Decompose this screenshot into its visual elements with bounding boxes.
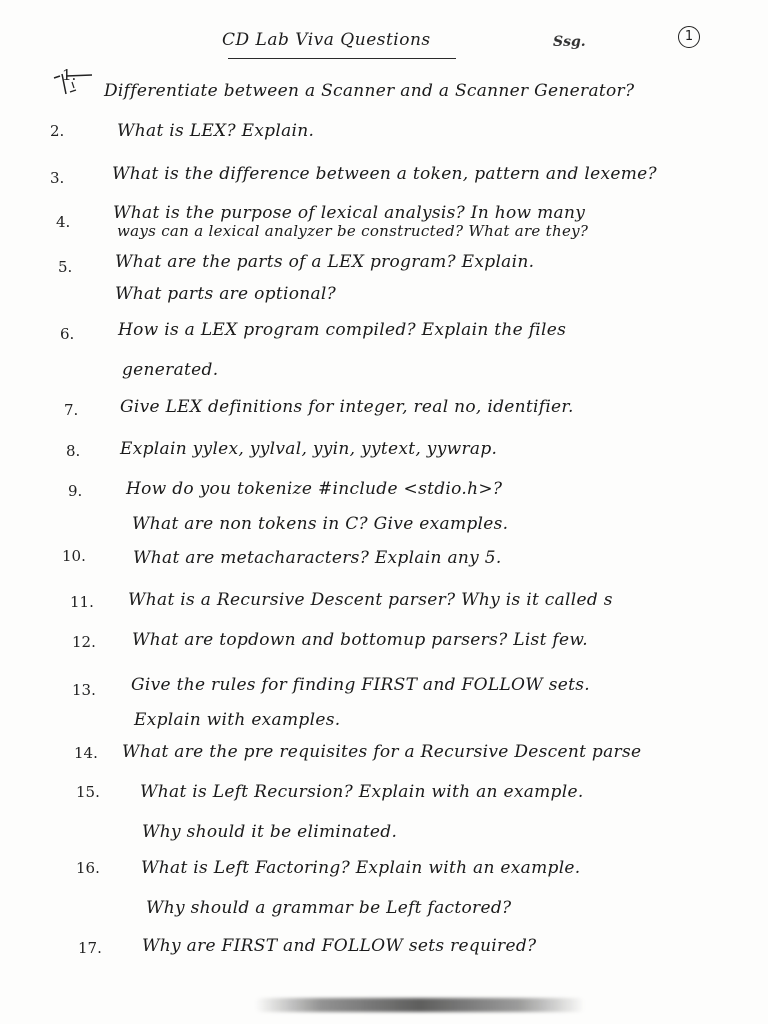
- question-number: 2.: [50, 122, 65, 140]
- page-header: [0, 26, 768, 66]
- question-text: Give LEX definitions for integer, real no, identifier.: [120, 397, 574, 417]
- question-text: What is the purpose of lexical analysis? In how many: [113, 203, 586, 223]
- question-text: What is Left Recursion? Explain with an example.: [140, 782, 584, 802]
- question-text: How is a LEX program compiled? Explain the files: [118, 320, 567, 340]
- question-text: What is LEX? Explain.: [117, 121, 315, 141]
- question-number: 7.: [64, 401, 79, 419]
- question-text: How do you tokenize #include <stdio.h>?: [126, 479, 503, 499]
- question-text: Differentiate between a Scanner and a Scanner Generator?: [104, 81, 635, 101]
- question-number: 6.: [60, 325, 75, 343]
- question-text: What are the pre requisites for a Recursive Descent parse: [122, 742, 642, 762]
- question-number: 11.: [70, 593, 94, 611]
- question-text: What is the difference between a token, pattern and lexeme?: [112, 164, 657, 184]
- question-number: 12.: [72, 633, 96, 651]
- title-underline: [228, 58, 456, 59]
- question-text: What are metacharacters? Explain any 5.: [133, 548, 502, 568]
- question-text: What is a Recursive Descent parser? Why is it called s: [128, 590, 613, 610]
- question-text: Why should a grammar be Left factored?: [146, 898, 512, 918]
- page-title: CD Lab Viva Questions: [222, 30, 431, 50]
- question-text: Explain yylex, yylval, yyin, yytext, yywrap.: [120, 439, 498, 459]
- question-text: Why are FIRST and FOLLOW sets required?: [142, 936, 537, 956]
- question-number: 14.: [74, 744, 98, 762]
- question-text: generated.: [122, 360, 219, 380]
- question-text: What are non tokens in C? Give examples.: [132, 514, 509, 534]
- question-number: 13.: [72, 681, 96, 699]
- question-number: 4.: [56, 213, 71, 231]
- header-scribble: Ssg.: [553, 34, 586, 50]
- question-number: 17.: [78, 939, 102, 957]
- question-number: 5.: [58, 258, 73, 276]
- question-text: Why should it be eliminated.: [142, 822, 398, 842]
- question-text: What parts are optional?: [115, 284, 337, 304]
- question-text: What is Left Factoring? Explain with an example.: [141, 858, 581, 878]
- question-number: 9.: [68, 482, 83, 500]
- question-text: Give the rules for finding FIRST and FOLLOW sets.: [131, 675, 590, 695]
- scan-smudge: [255, 998, 585, 1012]
- question-text: What are the parts of a LEX program? Explain.: [115, 252, 535, 272]
- question-number: 3.: [50, 169, 65, 187]
- question-text: ways can a lexical analyzer be constructed? What are they?: [117, 222, 589, 240]
- question-number: 8.: [66, 442, 81, 460]
- question-number: 1.: [62, 66, 77, 84]
- question-number: 16.: [76, 859, 100, 877]
- question-number: 15.: [76, 783, 100, 801]
- question-text: Explain with examples.: [134, 710, 341, 730]
- page-number-circle: 1: [678, 26, 700, 48]
- question-number: 10.: [62, 547, 86, 565]
- question-text: What are topdown and bottomup parsers? List few.: [132, 630, 588, 650]
